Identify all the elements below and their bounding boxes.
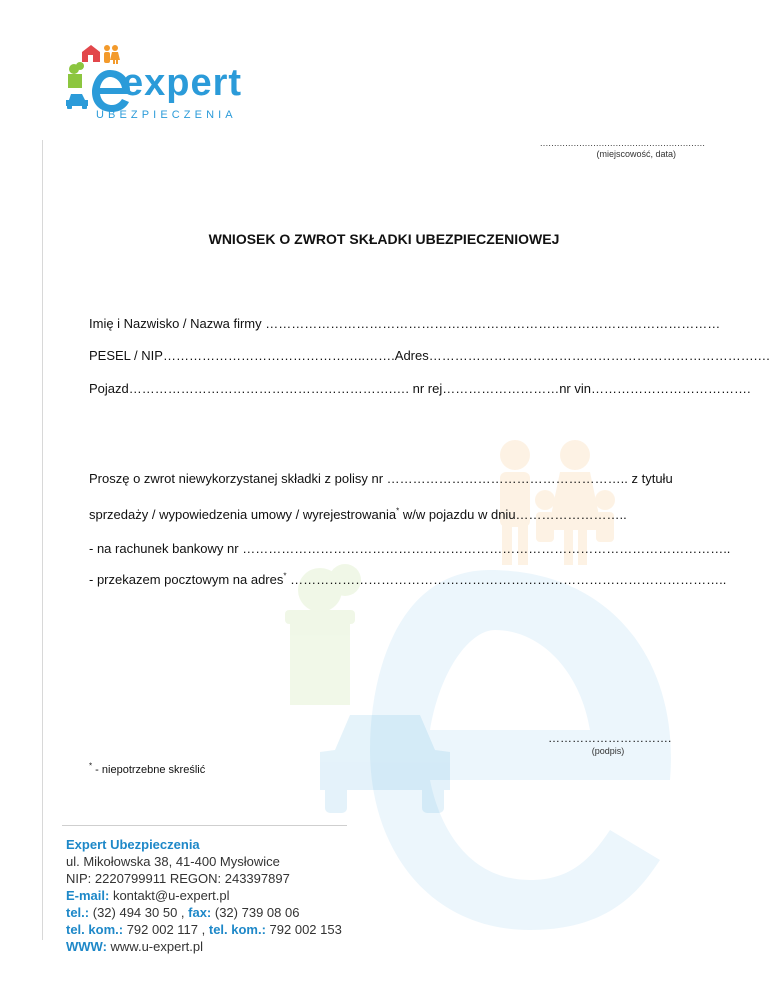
footer-ids: NIP: 2220799911 REGON: 243397897 xyxy=(66,871,290,886)
footnote-text: - niepotrzebne skreślić xyxy=(92,764,206,776)
footer-divider xyxy=(62,825,347,826)
footer-phone-row xyxy=(66,906,299,919)
postal-address-line[interactable] xyxy=(89,573,726,586)
postal-label: - przekazem pocztowym na adres xyxy=(89,572,284,587)
place-date-caption: (miejscowość, data) xyxy=(596,149,676,159)
signature-field[interactable]: …………………………. xyxy=(548,731,672,745)
house-icon xyxy=(82,45,100,62)
footnote xyxy=(89,761,206,776)
www-label: WWW: xyxy=(66,939,107,954)
tel-label: tel.: xyxy=(66,905,90,920)
people-icon xyxy=(104,45,120,64)
document-title: WNIOSEK O ZWROT SKŁADKI UBEZPIECZENIOWEJ xyxy=(208,231,560,247)
footer-www-row xyxy=(66,940,203,953)
mobile1-value: 792 002 117 , xyxy=(123,922,209,937)
www-link[interactable]: www.u-expert.pl xyxy=(106,939,203,954)
left-margin-rule xyxy=(42,140,43,940)
mobile2-value: 792 002 153 xyxy=(265,922,342,937)
mobile2-label: tel. kom.: xyxy=(208,922,266,937)
postal-address-field[interactable]: ……………………………………………………………………………………….. xyxy=(286,572,727,587)
refund-date-field[interactable]: w/w pojazdu w dniu…………………….. xyxy=(399,507,627,522)
footer-company-name: Expert Ubezpieczenia xyxy=(66,837,200,852)
place-date-field[interactable]: ........................................................... xyxy=(540,138,706,148)
tel-value: (32) 494 30 50 , xyxy=(89,905,189,920)
name-field-line[interactable]: Imię i Nazwisko / Nazwa firmy …………………………………………………………………………………………… xyxy=(89,316,721,331)
car-icon xyxy=(66,94,88,109)
factory-icon xyxy=(68,62,84,88)
footer-address: ul. Mikołowska 38, 41-400 Mysłowice xyxy=(66,854,280,869)
footnote-mark: * xyxy=(396,506,400,516)
bank-account-line[interactable]: - na rachunek bankowy nr ………………………………………………………………………………………………….. xyxy=(89,541,731,556)
logo-wordmark: expert xyxy=(122,62,243,104)
email-label: E-mail: xyxy=(66,888,110,903)
fax-label: fax: xyxy=(188,905,212,920)
refund-reason-text: sprzedaży / wypowiedzenia umowy / wyrejestrowania xyxy=(89,507,397,522)
footnote-mark: * xyxy=(283,571,287,581)
footer-mobile-row xyxy=(66,923,342,936)
logo-subtitle: UBEZPIECZENIA xyxy=(96,109,237,121)
watermark-graphic xyxy=(280,430,700,930)
mobile1-label: tel. kom.: xyxy=(66,922,124,937)
footnote-mark: * xyxy=(89,761,93,771)
signature-caption: (podpis) xyxy=(591,746,625,756)
refund-request-line[interactable]: Proszę o zwrot niewykorzystanej składki z polisy nr ……………………………………………….. z tytułu xyxy=(89,471,673,486)
pesel-address-field-line[interactable]: PESEL / NIP………………………………………..…….Adres………………………………………………………………….… xyxy=(89,348,770,363)
refund-reason-line[interactable] xyxy=(89,508,627,521)
company-logo xyxy=(62,42,262,127)
fax-value: (32) 739 08 06 xyxy=(211,905,300,920)
vehicle-field-line[interactable]: Pojazd…………………………………………………….…. nr rej………………………nr vin………………………………. xyxy=(89,381,751,396)
email-link[interactable]: kontakt@u-expert.pl xyxy=(109,888,230,903)
footer-email-row xyxy=(66,889,230,902)
